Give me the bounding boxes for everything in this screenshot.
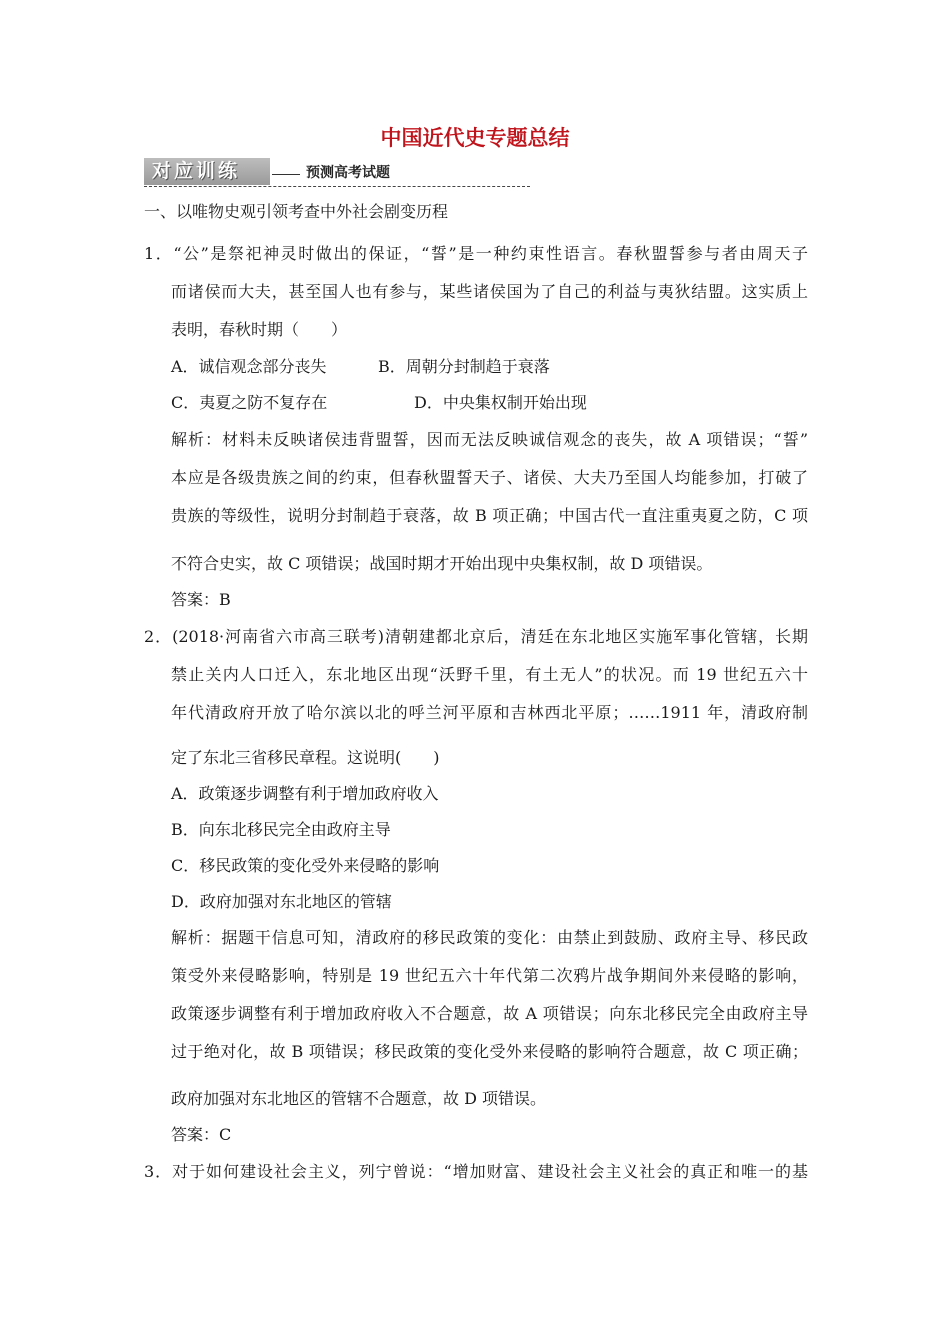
q2-answer: 答案：C: [171, 1125, 232, 1144]
q1-analysis-line-3: 贵族的等级性，说明分封制趋于衰落，故 B 项正确；中国古代一直注重夷夏之防，C 项: [171, 506, 808, 525]
q1-analysis-line-4: 不符合史实，故 C 项错误；战国时期才开始出现中央集权制，故 D 项错误。: [171, 554, 713, 573]
page-title: 中国近代史专题总结: [380, 126, 570, 150]
q1-option-c: C．夷夏之防不复存在: [171, 393, 328, 412]
q2-stem-line-1: 2．(2018·河南省六市高三联考)清朝建都北京后，清廷在东北地区实施军事化管辖，长期: [144, 627, 808, 646]
q2-analysis-line-3: 政策逐步调整有利于增加政府收入不合题意，故 A 项错误；向东北移民完全由政府主导: [171, 1004, 808, 1023]
q1-option-d: D．中央集权制开始出现: [414, 393, 587, 412]
q3-stem-line-1: 3．对于如何建设社会主义，列宁曾说：“增加财富、建设社会主义社会的真正和唯一的基: [144, 1162, 808, 1181]
banner-label: 对应训练: [144, 158, 270, 185]
q2-stem-line-4: 定了东北三省移民章程。这说明( ): [171, 748, 440, 767]
q2-analysis-line-4: 过于绝对化，故 B 项错误；移民政策的变化受外来侵略的影响符合题意，故 C 项正确；: [171, 1042, 808, 1061]
q1-answer: 答案：B: [171, 590, 231, 609]
q1-option-b: B．周朝分封制趋于衰落: [378, 357, 550, 376]
banner-connector: [272, 174, 300, 175]
banner-divider: [144, 186, 530, 187]
q1-stem-line-2: 而诸侯而大夫，甚至国人也有参与，某些诸侯国为了自己的利益与夷狄结盟。这实质上: [171, 282, 808, 301]
q2-analysis-line-2: 策受外来侵略影响，特别是 19 世纪五六十年代第二次鸦片战争期间外来侵略的影响，: [171, 966, 808, 985]
q1-analysis-line-2: 本应是各级贵族之间的约束，但春秋盟誓天子、诸侯、大夫乃至国人均能参加，打破了: [171, 468, 808, 487]
q2-stem-line-3: 年代清政府开放了哈尔滨以北的呼兰河平原和吉林西北平原；……1911 年，清政府制: [171, 703, 808, 722]
q2-option-b: B．向东北移民完全由政府主导: [171, 820, 391, 839]
section-banner: [144, 158, 530, 188]
banner-subtitle: 预测高考试题: [306, 165, 390, 181]
q2-option-d: D．政府加强对东北地区的管辖: [171, 892, 392, 911]
q2-analysis-line-1: 解析：据题干信息可知，清政府的移民政策的变化：由禁止到鼓励、政府主导、移民政: [171, 928, 808, 947]
q2-option-c: C．移民政策的变化受外来侵略的影响: [171, 856, 440, 875]
q2-analysis-line-5: 政府加强对东北地区的管辖不合题意，故 D 项错误。: [171, 1089, 547, 1108]
q2-option-a: A．政策逐步调整有利于增加政府收入: [171, 784, 439, 803]
section-heading: 一、以唯物史观引领考查中外社会剧变历程: [144, 202, 449, 221]
q1-stem-line-3: 表明，春秋时期（ ）: [171, 320, 348, 339]
q1-analysis-line-1: 解析：材料未反映诸侯违背盟誓，因而无法反映诚信观念的丧失，故 A 项错误；“誓”: [171, 430, 808, 449]
q1-stem-line-1: 1．“公”是祭祀神灵时做出的保证，“誓”是一种约束性语言。春秋盟誓参与者由周天子: [144, 244, 808, 263]
q2-stem-line-2: 禁止关内人口迁入，东北地区出现“沃野千里，有土无人”的状况。而 19 世纪五六十: [171, 665, 808, 684]
q1-option-a: A．诚信观念部分丧失: [171, 357, 327, 376]
